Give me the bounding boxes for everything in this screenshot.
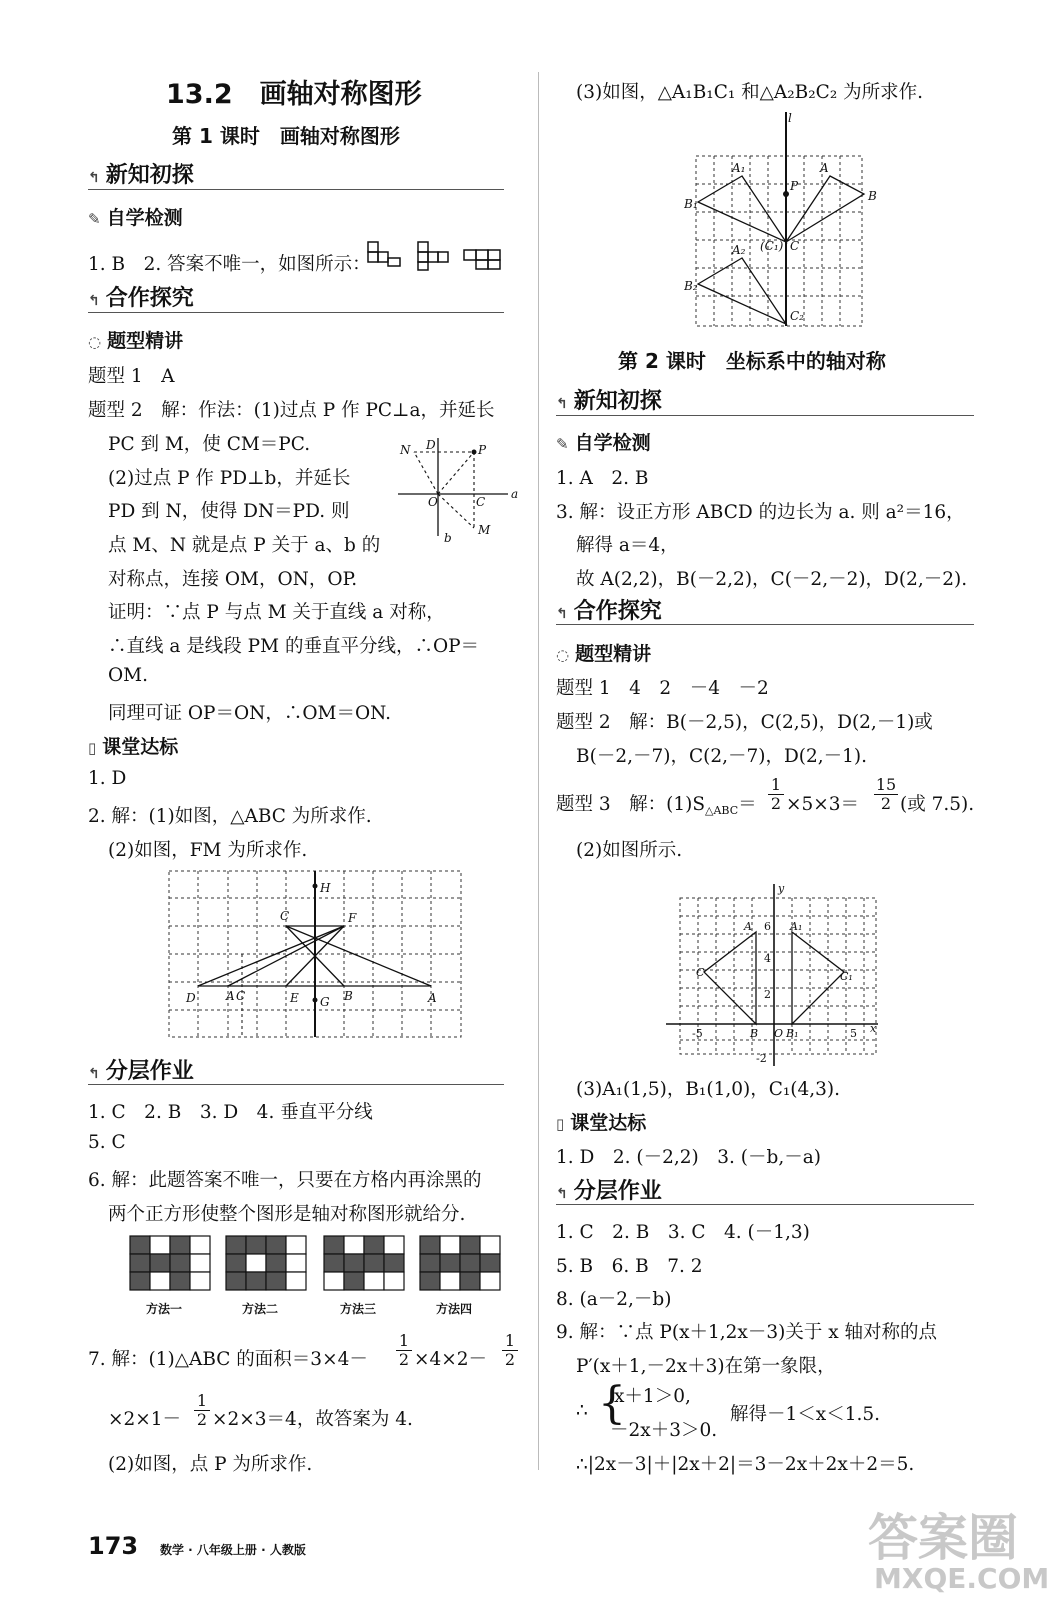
- label-A1: A₁: [790, 920, 803, 933]
- method-caption: 方法二: [242, 1302, 279, 1316]
- divider: [556, 624, 974, 625]
- hook-icon: ↰: [88, 170, 100, 186]
- heading-self-check: [88, 203, 183, 230]
- self-answer: 3. 解：设正方形 ABCD 的边长为 a. 则 a²＝16，: [556, 502, 965, 523]
- type2-line: 同理可证 OP＝ON，∴OM＝ON.: [108, 703, 392, 724]
- heading-new-knowledge: [556, 384, 662, 415]
- watermark-url: MXQE.COM: [874, 1562, 1050, 1595]
- label-A: A: [226, 989, 235, 1003]
- divider: [556, 1204, 974, 1205]
- heading-text: 课堂达标: [570, 1112, 647, 1134]
- lesson-subtitle: 第 2 课时 坐标系中的轴对称: [618, 349, 886, 373]
- frac-num: 1: [196, 1391, 208, 1410]
- method-caption: 方法四: [436, 1302, 473, 1316]
- label-C: C: [696, 966, 705, 979]
- label-B1: B₁: [786, 1027, 799, 1040]
- hw-answer: ∴|2x－3|＋|2x＋2|＝3－2x＋2x＋2＝5.: [576, 1454, 915, 1475]
- hw7-line: (2)如图，点 P 为所求作.: [108, 1454, 313, 1475]
- label-O: O: [428, 495, 438, 509]
- label-C: C: [280, 909, 290, 923]
- fraction: [194, 1392, 210, 1429]
- frac-num: 1: [504, 1331, 516, 1350]
- tick-minus2: -2: [756, 1052, 767, 1065]
- tick-2: 2: [764, 988, 771, 1001]
- label-C: C: [790, 239, 800, 253]
- label-l: l: [788, 111, 792, 125]
- pencil-icon: ✎: [88, 210, 101, 228]
- type-answer: B(－2,－7)，C(2,－7)，D(2,－1).: [576, 746, 868, 767]
- hw7-line: ×2×3＝4，故答案为 4.: [212, 1409, 413, 1430]
- frac-num: 15: [875, 775, 897, 794]
- type2-line: 点 M、N 就是点 P 关于 a、b 的: [108, 535, 381, 556]
- divider: [88, 189, 504, 190]
- class-answer: 1. D: [88, 768, 127, 789]
- type1-answer: 题型 1 A: [88, 366, 175, 387]
- hw7-line: 7. 解：(1)△ABC 的面积＝3×4－: [88, 1349, 368, 1370]
- inequality-solution: 解得－1＜x＜1.5.: [730, 1404, 881, 1425]
- inequality: x＋1＞0,: [614, 1386, 691, 1407]
- label-C2: C: [236, 989, 246, 1003]
- heading-text: 课堂达标: [102, 736, 179, 758]
- heading-class-check: [556, 1108, 646, 1135]
- book-info: 数学 · 八年级上册 · 人教版: [160, 1543, 306, 1557]
- hw-answer: 5. B 6. B 7. 2: [556, 1256, 703, 1277]
- label-M: M: [478, 523, 491, 537]
- label-E: E: [290, 991, 299, 1005]
- heading-text: 合作探究: [573, 599, 662, 624]
- method-caption: 方法一: [146, 1302, 183, 1316]
- therefore-symbol: ∴: [576, 1400, 588, 1421]
- label-H: H: [320, 881, 331, 895]
- type3-line: ×5×3＝: [786, 794, 860, 815]
- hw-answer: P′(x＋1,－2x＋3)在第一象限，: [576, 1356, 836, 1377]
- type2-line: OM.: [108, 665, 148, 686]
- divider: [556, 415, 974, 416]
- type3-line: (2)如图所示.: [576, 840, 683, 861]
- class-answer: 1. D 2. (－2,2) 3. (－b,－a): [556, 1147, 821, 1168]
- watermark-logo: 答案圈: [868, 1509, 1018, 1567]
- fraction: [768, 776, 784, 813]
- label-a: a: [511, 487, 519, 501]
- hw7-line: ×2×1－: [108, 1409, 182, 1430]
- hw-answer: 9. 解：∵点 P(x＋1,2x－3)关于 x 轴对称的点: [556, 1322, 938, 1343]
- tick-minus5: -5: [692, 1027, 703, 1040]
- type2-line: PD 到 N，使得 DN＝PD. 则: [108, 501, 350, 522]
- heading-cooperation: [88, 281, 194, 312]
- section-title: 13.2 画轴对称图形: [166, 79, 422, 110]
- block-shapes-figure: [366, 238, 510, 272]
- book-icon: ▯: [88, 739, 97, 757]
- hook-icon: ↰: [88, 1066, 100, 1082]
- reflection-grid-figure: [684, 108, 884, 330]
- label-A2: A₂: [732, 243, 746, 257]
- label-D: D: [426, 438, 436, 452]
- frac-num: 1: [770, 775, 782, 794]
- label-C: C: [476, 495, 486, 509]
- label-A1: A₁: [732, 161, 746, 175]
- type2-line: 题型 2 解：作法：(1)过点 P 作 PC⊥a，并延长: [88, 400, 495, 421]
- heading-text: 自学检测: [106, 207, 183, 229]
- hook-icon: ↰: [556, 396, 568, 412]
- heading-homework: [88, 1054, 194, 1085]
- label-A: A: [820, 161, 829, 175]
- hook-icon: ↰: [88, 293, 100, 309]
- page-number: 173: [88, 1532, 139, 1560]
- label-B2: B₂: [684, 279, 698, 293]
- heading-text: 分层作业: [573, 1179, 662, 1204]
- frac-den: 2: [502, 1350, 518, 1369]
- method-grids: [128, 1234, 528, 1296]
- heading-cooperation: [556, 594, 662, 625]
- label-x: x: [870, 1022, 877, 1035]
- heading-new-knowledge: [88, 158, 194, 189]
- perpendicular-figure: [396, 436, 526, 546]
- heading-self-check: [556, 428, 651, 455]
- self-answer: 故 A(2,2)，B(－2,2)，C(－2,－2)，D(2,－2).: [576, 569, 968, 590]
- label-A: A: [744, 920, 752, 933]
- hw-answer: 5. C: [88, 1132, 126, 1153]
- heading-text: 题型精讲: [107, 330, 184, 352]
- type2-line: 对称点，连接 OM，ON，OP.: [108, 569, 358, 590]
- lesson-subtitle: 第 1 课时 画轴对称图形: [172, 124, 400, 148]
- hook-icon: ↰: [556, 606, 568, 622]
- label-G: G: [320, 995, 330, 1009]
- hw-answer: 1. C 2. B 3. C 4. (－1,3): [556, 1222, 810, 1243]
- type2-line: PC 到 M，使 CM＝PC.: [108, 434, 311, 455]
- type3-line: (3)A₁(1,5)，B₁(1,0)，C₁(4,3).: [576, 1079, 841, 1100]
- answer-line: 1. B 2. 答案不唯一，如图所示：: [88, 254, 371, 275]
- label-B1: B₁: [684, 197, 698, 211]
- hw-answer: 两个正方形使整个图形是轴对称图形就给分.: [108, 1204, 466, 1225]
- hook-icon: ↰: [556, 1186, 568, 1202]
- pencil-icon: ✎: [556, 435, 569, 453]
- label-b: b: [444, 531, 452, 545]
- fraction: [502, 1332, 518, 1369]
- hw-answer: 6. 解：此题答案不唯一，只要在方格内再涂黑的: [88, 1170, 482, 1191]
- type-answer: 题型 1 4 2 －4 －2: [556, 678, 769, 699]
- coordinate-grid-figure: [664, 880, 886, 1070]
- label-D: D: [186, 991, 196, 1005]
- hw-answer: 1. C 2. B 3. D 4. 垂直平分线: [88, 1102, 373, 1123]
- heading-type-explain: [88, 326, 183, 353]
- frac-num: 1: [398, 1331, 410, 1350]
- label-P: P: [478, 443, 487, 457]
- label-C1: (C₁): [760, 239, 784, 253]
- frac-den: 2: [874, 794, 898, 813]
- type2-line: 证明：∵点 P 与点 M 关于直线 a 对称，: [108, 602, 445, 623]
- heading-text: 新知初探: [573, 389, 662, 414]
- column-divider: [538, 72, 539, 1470]
- label-B: B: [868, 189, 877, 203]
- type3-line: (或 7.5).: [900, 794, 975, 815]
- label-P: P: [790, 179, 799, 193]
- brace-icon: {: [598, 1378, 626, 1429]
- frac-den: 2: [194, 1410, 210, 1429]
- tick-6: 6: [764, 920, 771, 933]
- label-A2: A: [428, 991, 437, 1005]
- heading-class-check: [88, 732, 178, 759]
- tick-4: 4: [764, 952, 771, 965]
- class-answer: (2)如图，FM 为所求作.: [108, 840, 308, 861]
- spiral-icon: ◌: [556, 646, 570, 664]
- self-answer: 1. A 2. B: [556, 468, 649, 489]
- heading-homework: [556, 1174, 662, 1205]
- heading-text: 题型精讲: [575, 643, 652, 665]
- type3-prefix: 题型 3 解：(1)S: [556, 794, 706, 815]
- class-answer: 2. 解：(1)如图，△ABC 为所求作.: [88, 806, 372, 827]
- heading-text: 新知初探: [105, 163, 194, 188]
- book-icon: ▯: [556, 1115, 565, 1133]
- label-C2: C₂: [790, 309, 804, 323]
- label-N: N: [400, 443, 411, 457]
- heading-text: 合作探究: [105, 286, 194, 311]
- hw7-line: ×4×2－: [414, 1349, 488, 1370]
- label-F: F: [348, 911, 357, 925]
- inequality: －2x＋3＞0.: [610, 1420, 718, 1441]
- fraction: [396, 1332, 412, 1369]
- divider: [88, 312, 504, 313]
- self-answer: 解得 a＝4，: [576, 535, 679, 556]
- heading-text: 分层作业: [105, 1059, 194, 1084]
- type3-line: [556, 790, 757, 817]
- method-caption: 方法三: [340, 1302, 377, 1316]
- grid-figure-fm: [168, 870, 464, 1040]
- subscript: △ABC: [705, 804, 739, 817]
- hw-answer: 8. (a－2,－b): [556, 1289, 672, 1310]
- tick-5: 5: [850, 1027, 857, 1040]
- divider: [88, 1084, 504, 1085]
- heading-text: 自学检测: [574, 432, 651, 454]
- fraction: [874, 776, 898, 813]
- label-O: O: [774, 1027, 784, 1040]
- frac-den: 2: [768, 794, 784, 813]
- label-C1: C₁: [840, 970, 853, 983]
- spiral-icon: ◌: [88, 333, 102, 351]
- label-B: B: [750, 1027, 759, 1040]
- label-B: B: [344, 989, 353, 1003]
- frac-den: 2: [396, 1350, 412, 1369]
- type2-line: ∴直线 a 是线段 PM 的垂直平分线，∴OP＝: [108, 636, 480, 657]
- type-answer: 题型 2 解：B(－2,5)，C(2,5)，D(2,－1)或: [556, 712, 933, 733]
- label-y: y: [778, 882, 785, 895]
- equals: ＝: [738, 794, 757, 815]
- type2-line: (2)过点 P 作 PD⊥b，并延长: [108, 468, 351, 489]
- r3-line: (3)如图，△A₁B₁C₁ 和△A₂B₂C₂ 为所求作.: [576, 82, 924, 103]
- heading-type-explain: [556, 639, 651, 666]
